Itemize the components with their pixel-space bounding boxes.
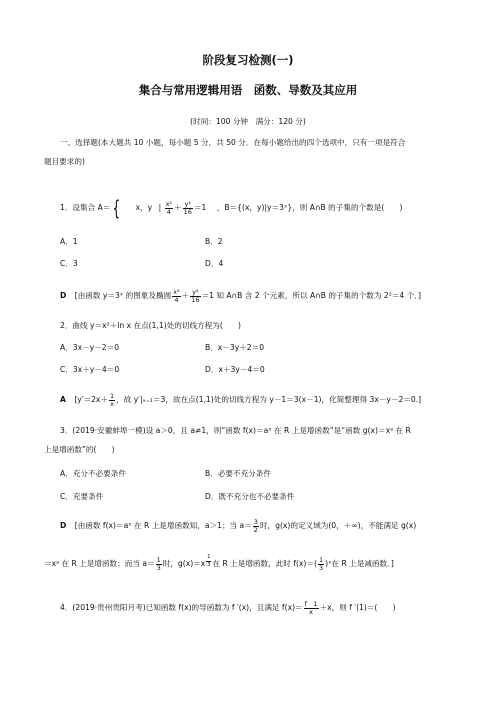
q4-frac: $\frac{f 1}{x}$ bbox=[304, 599, 318, 616]
page-title: 阶段复习检测(一) bbox=[202, 53, 294, 67]
question-3-stem: 3．(2019·安徽蚌埠一模)设 a＞0，且 a≠1，则“函数 f(x)＝aˣ 在 R 上是增函数”是“函数 g(x)＝xᵃ 在 R bbox=[60, 426, 411, 435]
q3-option-c: C．充要条件 bbox=[60, 492, 104, 501]
question-2-stem: 2．曲线 y＝x²＋ln x 在点(1,1)处的切线方程为( ) bbox=[60, 321, 241, 330]
page-subtitle: 集合与常用逻辑用语 函数、导数及其应用 bbox=[138, 83, 358, 97]
q3-frac-3-2: $\frac{3}{2}$ bbox=[253, 517, 258, 534]
q3-answer: D [由函数 f(x)＝aˣ 在 R 上是增函数知，a＞1；当 a＝ $\frac{3}{2}$ 时，g(x)的定义域为(0，＋∞)，不能满足 g(x) bbox=[60, 517, 417, 534]
q3-option-d: D．既不充分也不必要条件 bbox=[205, 492, 295, 501]
q1-set-body: x，y bbox=[135, 203, 153, 212]
q1-option-b: B．2 bbox=[205, 237, 223, 246]
q3-option-a: A．充分不必要条件 bbox=[60, 469, 126, 478]
q1-option-c: C．3 bbox=[60, 259, 78, 268]
question-3-stem-cont: 上是增函数”的( ) bbox=[44, 445, 115, 454]
question-4-stem: 4．(2019·贵州贵阳月考)已知函数 f(x)的导函数为 f ′(x)，且满足 f(x)＝ $\frac{f 1}{x}$ ＋x，则 f ′(1)＝( ) bbox=[60, 599, 396, 616]
q2-answer: A [y′＝2x＋ $\frac{1}{x}$ ，故 y′|ₓ₌₁＝3，故在点(1,1)处的切线方程为 y－1＝3(x－1)，化简整理得 3x－y－2＝0.] bbox=[60, 391, 422, 408]
q1-ans-frac-y: $\frac{\text{y²}}{16}$ bbox=[191, 287, 200, 304]
q1-frac-x: $\frac{\text{x²}}{4}$ bbox=[165, 199, 173, 216]
section-instruction: 一、选择题(本大题共 10 小题，每小题 5 分，共 50 分．在每小题给出的四个选项中，只有一项是符合 bbox=[60, 138, 406, 147]
section-instruction-cont: 题目要求的) bbox=[44, 157, 85, 166]
q3-paren-frac: $\frac{1}{3}$ bbox=[318, 555, 324, 572]
q3-answer-letter: D bbox=[60, 521, 67, 530]
q2-answer-letter: A bbox=[60, 395, 66, 404]
q1-ans-frac-x: $\frac{\text{x²}}{4}$ bbox=[173, 287, 180, 304]
q2-ans-frac: $\frac{1}{x}$ bbox=[110, 391, 115, 408]
q1-answer: D [由函数 y＝3ˣ 的图象及椭圆 $\frac{\text{x²}}{4}$ ＋ $\frac{\text{y²}}{16}$ ＝1 知 A∩B 含 2 个元素，所以 A∩B 的子集的个数为 2²＝4 个．] bbox=[60, 287, 421, 304]
question-1-stem: 1．设集合 A＝ { x，y | $\frac{\text{x²}}{4}$ ＋ $\frac{\text{y²}}{16}$ ＝1 ，B＝{(x，y)|y＝3ˣ}，则 A∩B 的子集的个数是( ) bbox=[60, 196, 403, 220]
time-info: (时间：100 分钟 满分：120 分) bbox=[190, 117, 306, 126]
q1-option-a: A．1 bbox=[60, 237, 78, 246]
q1-rest: ，B＝{(x，y)|y＝3ˣ}，则 A∩B 的子集的个数是( ) bbox=[216, 203, 403, 212]
q3-answer-cont: ＝xᵃ 在 R 上是增函数；而当 a＝ $\frac{1}{3}$ 时，g(x)＝x $\frac{1}{3}$ 在 R 上是增函数，此时 f(x)＝( $\frac{1}{3}$ )ˣ在 R 上是减函数．] bbox=[44, 554, 394, 572]
q1-option-d: D．4 bbox=[205, 259, 224, 268]
q2-option-a: A．3x－y－2＝0 bbox=[60, 343, 120, 352]
q3-frac-1-3: $\frac{1}{3}$ bbox=[156, 555, 161, 572]
q2-option-d: D．x＋3y－4＝0 bbox=[205, 365, 265, 374]
q1-prefix: 1．设集合 A＝ bbox=[60, 203, 111, 212]
q2-option-c: C．3x＋y－4＝0 bbox=[60, 365, 120, 374]
q2-option-b: B．x－3y＋2＝0 bbox=[205, 343, 265, 352]
brace-glyph: { bbox=[112, 196, 121, 220]
q3-option-b: B．必要不充分条件 bbox=[205, 469, 271, 478]
q1-frac-y: $\frac{\text{y²}}{16}$ bbox=[183, 199, 192, 216]
q3-exp-frac: $\frac{1}{3}$ bbox=[207, 554, 211, 568]
q1-answer-letter: D bbox=[60, 291, 67, 300]
